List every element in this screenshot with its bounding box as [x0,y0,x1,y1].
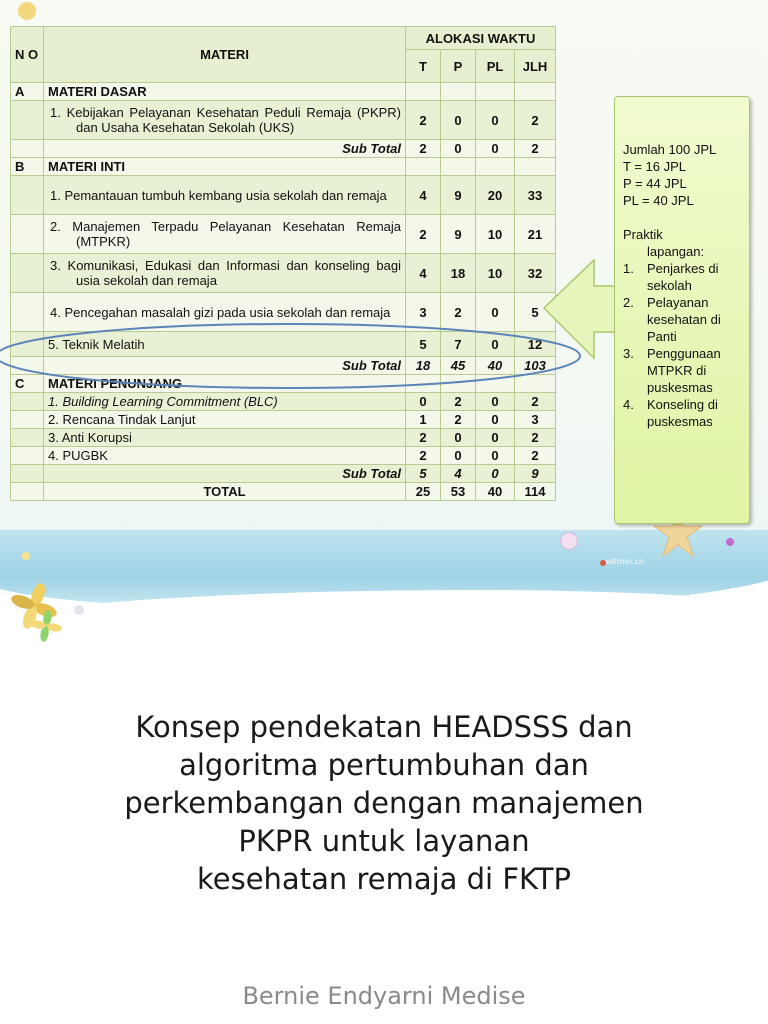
callout-box [614,96,750,524]
cell-p: 2 [441,293,476,332]
subtotal-pl: 40 [476,357,515,375]
cell-t: 2 [406,447,441,465]
subtotal-jlh: 103 [515,357,556,375]
callout-arrow-icon [540,258,620,362]
cell-p: 0 [441,101,476,140]
decor-dot [18,2,36,20]
table-row [11,254,556,293]
cell-jlh: 2 [515,393,556,411]
callout-line: Jumlah 100 JPL [623,142,717,157]
cell-t: 2 [406,215,441,254]
table-row [11,429,556,447]
section-code: A [11,83,44,101]
row-label: 2. Rencana Tindak Lanjut [44,411,406,429]
cell-jlh: 5 [515,293,556,332]
decor-dot [726,538,734,546]
header-jlh: JLH [515,50,556,83]
presentation-title [40,708,728,898]
cell-p: 9 [441,215,476,254]
total-t: 25 [406,483,441,501]
decor-dot [560,532,578,550]
title-line: algoritma pertumbuhan dan [179,748,589,782]
cell-pl: 20 [476,176,515,215]
materi-table [10,26,556,501]
table-header-row [11,27,556,50]
header-alokasi: ALOKASI WAKTU [406,27,556,50]
subtotal-t: 5 [406,465,441,483]
cell-jlh: 2 [515,429,556,447]
subtotal-jlh: 9 [515,465,556,483]
table-row [11,411,556,429]
subtotal-pl: 0 [476,465,515,483]
total-pl: 40 [476,483,515,501]
cell-pl: 0 [476,393,515,411]
praktik-list [623,260,747,430]
table-row [11,215,556,254]
cell-jlh: 2 [515,447,556,465]
table-row [11,447,556,465]
cell-pl: 0 [476,447,515,465]
row-label: 1. Pemantauan tumbuh kembang usia sekolah dan remaja [44,176,406,215]
list-item: 1. Penjarkes di sekolah [623,261,719,293]
total-row [11,483,556,501]
row-label: 4. Pencegahan masalah gizi pada usia sekolah dan remaja [44,293,406,332]
cell-t: 3 [406,293,441,332]
subtotal-t: 18 [406,357,441,375]
section-code: C [11,375,44,393]
title-line: kesehatan remaja di FKTP [197,862,571,896]
header-materi: MATERI [44,27,406,83]
list-item: 4. Konseling di puskesmas [623,397,718,429]
section-title: MATERI INTI [44,158,406,176]
cell-pl: 0 [476,429,515,447]
callout-line: T = 16 JPL [623,159,686,174]
cell-p: 0 [441,429,476,447]
cell-pl: 10 [476,215,515,254]
cell-t: 0 [406,393,441,411]
subtotal-row [11,465,556,483]
cell-pl: 0 [476,411,515,429]
row-label: 1. Kebijakan Pelayanan Kesehatan Peduli Remaja (PKPR) dan Usaha Kesehatan Sekolah (UKS) [44,101,406,140]
cell-p: 7 [441,332,476,357]
section-row [11,158,556,176]
cell-p: 9 [441,176,476,215]
header-p: P [441,50,476,83]
list-item: 3. Penggunaan MTPKR di puskesmas [623,346,721,395]
watermark: witmin.cn [605,557,644,566]
cell-p: 0 [441,447,476,465]
subtotal-label: Sub Total [44,140,406,158]
author-name: Bernie Endyarni Medise [242,982,526,1010]
total-label: TOTAL [44,483,406,501]
cell-p: 2 [441,393,476,411]
subtotal-label: Sub Total [44,357,406,375]
title-line: perkembangan dengan manajemen [124,786,644,820]
total-jlh: 114 [515,483,556,501]
cell-t: 5 [406,332,441,357]
cell-p: 18 [441,254,476,293]
cell-pl: 0 [476,293,515,332]
list-item: 2. Pelayanan kesehatan di Panti [623,295,721,344]
cell-t: 4 [406,254,441,293]
table-row [11,101,556,140]
section-row [11,83,556,101]
header-no: N O [11,27,44,83]
header-t: T [406,50,441,83]
cell-t: 2 [406,101,441,140]
cell-jlh: 2 [515,101,556,140]
row-label: 4. PUGBK [44,447,406,465]
subtotal-p: 0 [441,140,476,158]
cell-t: 1 [406,411,441,429]
cell-p: 2 [441,411,476,429]
callout-line: P = 44 JPL [623,176,687,191]
callout-content [623,141,747,430]
subtotal-p: 45 [441,357,476,375]
title-line: Konsep pendekatan HEADSSS dan [135,710,633,744]
row-label: 2. Manajemen Terpadu Pelayanan Kesehatan Remaja (MTPKR) [44,215,406,254]
section-code: B [11,158,44,176]
subtotal-pl: 0 [476,140,515,158]
cell-pl: 0 [476,101,515,140]
subtotal-row [11,140,556,158]
cell-jlh: 21 [515,215,556,254]
row-label: 3. Komunikasi, Edukasi dan Informasi dan konseling bagi usia sekolah dan remaja [44,254,406,293]
subtotal-jlh: 2 [515,140,556,158]
subtotal-t: 2 [406,140,441,158]
cell-t: 2 [406,429,441,447]
decor-dot [22,552,30,560]
pinwheel-icon [6,582,76,652]
cell-jlh: 3 [515,411,556,429]
row-label: 5. Teknik Melatih [44,332,406,357]
row-label: 1. Building Learning Commitment (BLC) [44,393,406,411]
cell-pl: 0 [476,332,515,357]
praktik-subtitle: lapangan: [647,244,705,259]
highlight-ellipse [0,320,590,392]
table-row [11,393,556,411]
cell-jlh: 32 [515,254,556,293]
section-title: MATERI PENUNJANG [44,375,406,393]
section-title: MATERI DASAR [44,83,406,101]
praktik-title: Praktik [623,227,663,242]
cell-jlh: 12 [515,332,556,357]
cell-pl: 10 [476,254,515,293]
cell-jlh: 33 [515,176,556,215]
total-p: 53 [441,483,476,501]
row-label: 3. Anti Korupsi [44,429,406,447]
title-line: PKPR untuk layanan [238,824,530,858]
callout-line: PL = 40 JPL [623,193,694,208]
cell-t: 4 [406,176,441,215]
subtotal-label: Sub Total [44,465,406,483]
table-row [11,176,556,215]
header-pl: PL [476,50,515,83]
subtotal-p: 4 [441,465,476,483]
